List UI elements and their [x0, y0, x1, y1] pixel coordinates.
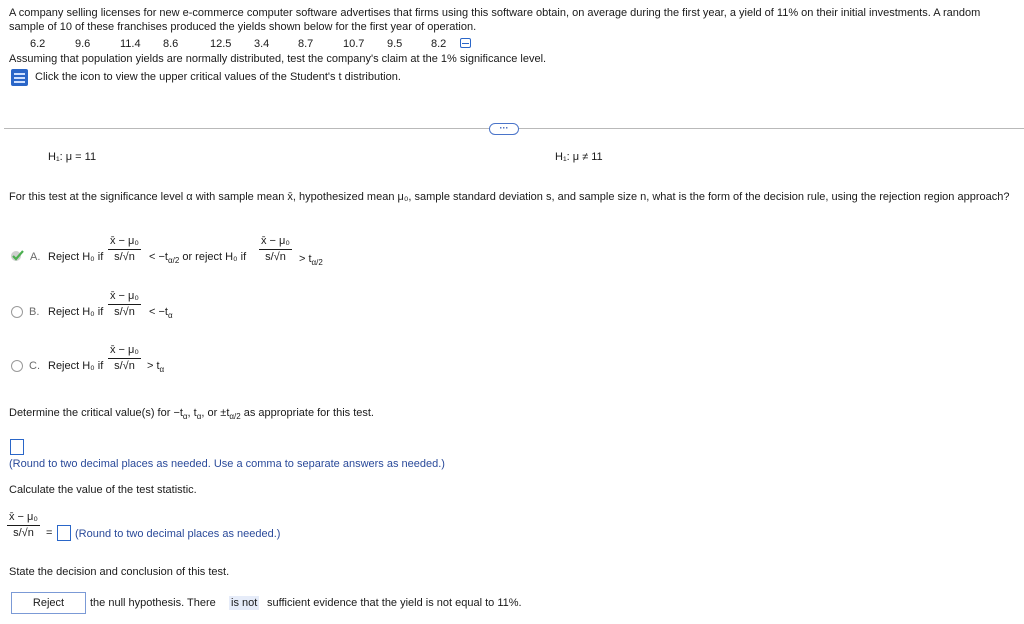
- option-b-relation: [149, 306, 173, 320]
- fraction-numerator: x̄ − μ₀: [7, 511, 40, 526]
- prompt-subscript: α/2: [229, 412, 241, 422]
- evidence-select[interactable]: is not: [231, 597, 258, 609]
- prompt-subscript: α: [196, 412, 202, 422]
- book-icon[interactable]: [11, 69, 28, 86]
- decision-text-before: the null hypothesis. There: [90, 597, 216, 609]
- option-letter: C.: [29, 360, 40, 372]
- critical-value-hint: (Round to two decimal places as needed. Use a comma to separate answers as needed.): [9, 458, 445, 470]
- prompt-text: , or ±t: [201, 407, 230, 419]
- option-b[interactable]: [29, 306, 39, 318]
- test-statistic-input[interactable]: [57, 525, 71, 541]
- fraction-denominator: s/√n: [114, 306, 135, 318]
- critical-value-input[interactable]: [10, 439, 24, 455]
- prompt-subscript: α: [182, 412, 188, 422]
- h1-left: H₁: μ = 11: [48, 151, 97, 163]
- data-value: 8.6: [163, 38, 179, 50]
- data-value: 10.7: [343, 38, 365, 50]
- test-stat-fraction: [108, 235, 141, 264]
- data-values: [0, 38, 480, 52]
- data-value: 11.4: [120, 38, 141, 50]
- equals-sign: =: [46, 527, 53, 539]
- data-value: 3.4: [254, 38, 270, 50]
- data-value: 9.5: [387, 38, 403, 50]
- relation-text: < −t: [149, 306, 168, 318]
- option-a-relation2: [299, 253, 323, 267]
- option-b-reject-text: Reject H₀ if: [48, 306, 104, 318]
- option-c[interactable]: [29, 360, 40, 372]
- test-statistic-hint: (Round to two decimal places as needed.): [75, 528, 281, 540]
- option-a-reject-text: Reject H₀ if: [48, 251, 104, 263]
- decision-select[interactable]: Reject: [11, 592, 86, 614]
- relation-text: > t: [299, 253, 312, 265]
- t-table-link[interactable]: Click the icon to view the upper critical values of the Student's t distribution.: [35, 71, 401, 83]
- test-stat-fraction: [108, 290, 141, 319]
- relation-subscript: α/2: [311, 258, 323, 268]
- option-a-relation: [149, 251, 246, 265]
- relation-text: or reject H₀ if: [179, 251, 247, 263]
- relation-subscript: α/2: [167, 256, 180, 266]
- relation-text: > t: [147, 360, 160, 372]
- data-value: 8.7: [298, 38, 314, 50]
- test-statistic-prompt: Calculate the value of the test statistic.: [9, 484, 197, 496]
- decision-prompt: State the decision and conclusion of this test.: [9, 566, 230, 578]
- decision-text-after: sufficient evidence that the yield is not equal to 11%.: [267, 597, 522, 609]
- fraction-numerator: x̄ − μ₀: [108, 344, 141, 359]
- test-stat-fraction: [108, 344, 141, 373]
- prompt-text: as appropriate for this test.: [240, 407, 374, 419]
- h1-right: H₁: μ ≠ 11: [555, 151, 603, 163]
- assumption-text: Assuming that population yields are normally distributed, test the company's claim at the 1% significance level.: [9, 53, 547, 65]
- critical-value-prompt: [9, 407, 374, 421]
- data-value: 9.6: [75, 38, 91, 50]
- option-c-reject-text: Reject H₀ if: [48, 360, 104, 372]
- fraction-denominator: s/√n: [13, 527, 34, 539]
- correct-check-icon: [10, 250, 24, 262]
- option-c-relation: [147, 360, 164, 374]
- test-stat-fraction: [7, 511, 40, 540]
- fraction-denominator: s/√n: [114, 251, 135, 263]
- fraction-denominator: s/√n: [114, 360, 135, 372]
- option-letter: B.: [29, 306, 40, 318]
- fraction-numerator: x̄ − μ₀: [108, 290, 141, 305]
- data-value: 12.5: [210, 38, 232, 50]
- relation-subscript: α: [159, 365, 165, 375]
- option-b-radio[interactable]: [11, 306, 23, 318]
- option-c-radio[interactable]: [11, 360, 23, 372]
- option-letter: A.: [30, 251, 41, 263]
- fraction-numerator: x̄ − μ₀: [259, 235, 292, 250]
- prompt-text: Determine the critical value(s) for −t: [9, 407, 183, 419]
- fraction-numerator: x̄ − μ₀: [108, 235, 141, 250]
- decision-rule-question: For this test at the significance level α with sample mean x̄, hypothesized mean μ₀, sample standard deviation s, and sample size n, what is the form of the decision rule, using the rejection region approach?: [9, 191, 1010, 203]
- option-a[interactable]: [30, 251, 40, 263]
- test-stat-fraction: [259, 235, 292, 264]
- data-value: 6.2: [30, 38, 46, 50]
- data-table-icon[interactable]: [460, 38, 471, 48]
- relation-text: < −t: [149, 251, 168, 263]
- prompt-text: , t: [187, 407, 197, 419]
- fraction-denominator: s/√n: [265, 251, 286, 263]
- relation-subscript: α: [167, 311, 173, 321]
- data-value: 8.2: [431, 38, 447, 50]
- more-icon[interactable]: ···: [489, 123, 519, 135]
- problem-intro: A company selling licenses for new e-commerce computer software advertises that firms using this software obtain, on average during the first year, a yield of 11% on their initial investments. A random sample of 10 of these franchises produced the yields shown below for the first year of operation.: [9, 7, 981, 33]
